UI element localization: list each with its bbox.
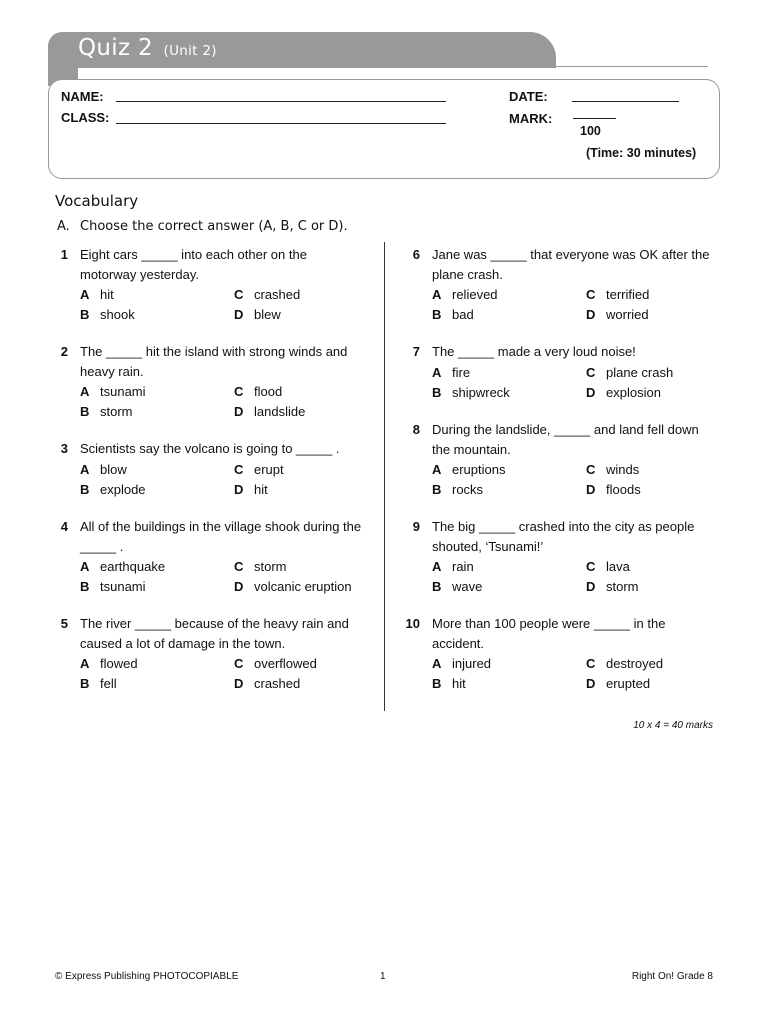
answer-option-a[interactable]	[432, 363, 470, 383]
answer-option-d[interactable]	[586, 674, 650, 694]
question-number: 7	[412, 344, 420, 359]
answer-option-d[interactable]	[234, 305, 281, 325]
option-text: fell	[100, 676, 117, 691]
class-field[interactable]	[116, 123, 446, 124]
marks-note: 10 x 4 = 40 marks	[633, 720, 713, 731]
instruction	[57, 219, 348, 234]
question-number: 5	[60, 616, 68, 631]
name-field[interactable]	[116, 101, 446, 102]
answer-option-c[interactable]	[586, 654, 663, 674]
option-letter: A	[432, 559, 442, 574]
answer-option-a[interactable]	[80, 285, 114, 305]
question-text: The big _____ crashed into the city as people	[432, 519, 695, 534]
mark-label: MARK:	[509, 111, 553, 126]
option-text: landslide	[254, 404, 306, 419]
answer-option-b[interactable]	[80, 480, 146, 500]
answer-option-d[interactable]	[234, 674, 300, 694]
option-text: injured	[452, 656, 492, 671]
option-text: worried	[606, 307, 649, 322]
option-letter: C	[234, 559, 244, 574]
question-number: 9	[412, 519, 420, 534]
footer-book-title: Right On! Grade 8	[631, 971, 713, 982]
answer-option-b[interactable]	[80, 305, 135, 325]
answer-option-d[interactable]	[586, 305, 649, 325]
option-text: hit	[254, 481, 268, 497]
option-letter: D	[586, 307, 596, 322]
option-text: blew	[254, 307, 281, 322]
quiz-title	[78, 35, 217, 61]
option-letter: D	[234, 676, 244, 691]
answer-option-c[interactable]	[234, 382, 282, 402]
option-text: tsunami	[100, 579, 146, 594]
option-letter: D	[586, 676, 596, 691]
option-letter: A	[80, 287, 90, 302]
answer-option-d[interactable]	[586, 577, 639, 597]
option-letter: B	[432, 676, 442, 691]
answer-option-c[interactable]	[234, 285, 300, 305]
option-text: crashed	[254, 676, 301, 691]
answer-option-b[interactable]	[432, 383, 510, 403]
mark-denominator: 100	[580, 124, 601, 138]
option-letter: A	[432, 656, 442, 671]
option-letter: C	[234, 461, 244, 477]
section-title: Vocabulary	[55, 192, 139, 210]
answer-option-a[interactable]	[432, 654, 491, 674]
option-text: hit	[452, 676, 466, 691]
option-text: erupted	[606, 676, 651, 691]
question-text: motorway yesterday.	[80, 266, 199, 282]
date-label: DATE:	[509, 89, 548, 104]
answer-option-d[interactable]	[234, 577, 352, 597]
option-text: rocks	[452, 482, 484, 497]
option-letter: B	[432, 384, 442, 400]
answer-option-b[interactable]	[80, 402, 133, 422]
student-info-box	[48, 79, 720, 179]
question-text: accident.	[432, 635, 485, 651]
option-text: explosion	[606, 384, 661, 400]
instruction-text: Choose the correct answer (A, B, C or D).	[80, 219, 348, 234]
option-letter: C	[234, 287, 244, 302]
option-letter: D	[234, 404, 244, 419]
option-letter: D	[234, 579, 244, 594]
option-letter: A	[80, 384, 90, 399]
answer-option-b[interactable]	[432, 480, 483, 500]
option-text: wave	[452, 579, 483, 594]
answer-option-c[interactable]	[586, 285, 649, 305]
answer-option-b[interactable]	[80, 674, 117, 694]
option-text: explode	[100, 481, 146, 497]
question-number: 8	[412, 422, 420, 437]
option-text: volcanic eruption	[254, 579, 352, 594]
mark-field[interactable]	[573, 118, 616, 119]
question-text: heavy rain.	[80, 363, 144, 379]
question-text: _____ .	[80, 538, 124, 554]
answer-option-b[interactable]	[432, 305, 474, 325]
option-text: shipwreck	[452, 384, 510, 400]
answer-option-a[interactable]	[80, 460, 127, 480]
answer-option-c[interactable]	[234, 654, 317, 674]
option-text: overflowed	[254, 656, 317, 671]
answer-option-a[interactable]	[432, 557, 474, 577]
option-text: eruptions	[452, 462, 506, 477]
answer-option-b[interactable]	[80, 577, 146, 597]
class-label: CLASS:	[61, 110, 110, 125]
answer-option-a[interactable]	[432, 285, 498, 305]
answer-option-d[interactable]	[234, 480, 268, 500]
instruction-letter: A.	[57, 219, 70, 234]
name-label: NAME:	[61, 89, 104, 104]
option-text: bad	[452, 307, 474, 322]
option-letter: C	[586, 364, 596, 380]
option-letter: B	[432, 579, 442, 594]
option-letter: C	[586, 462, 596, 477]
option-text: rain	[452, 559, 474, 574]
option-text: flowed	[100, 656, 138, 671]
option-text: storm	[254, 559, 287, 574]
question-text: The _____ hit the island with strong winds and	[80, 344, 348, 359]
option-text: earthquake	[100, 559, 166, 574]
answer-option-c[interactable]	[234, 557, 287, 577]
option-text: flood	[254, 384, 283, 399]
answer-option-a[interactable]	[80, 654, 138, 674]
option-letter: D	[234, 307, 244, 322]
option-letter: B	[80, 404, 90, 419]
option-letter: D	[586, 384, 596, 400]
answer-option-c[interactable]	[586, 363, 673, 383]
option-text: terrified	[606, 287, 650, 302]
question-text: Eight cars _____ into each other on the	[80, 247, 307, 262]
option-text: crashed	[254, 287, 301, 302]
option-text: blow	[100, 461, 127, 477]
answer-option-c[interactable]	[586, 557, 630, 577]
option-text: winds	[606, 462, 640, 477]
footer-page-number: 1	[380, 971, 386, 982]
question-number: 6	[412, 247, 420, 262]
answer-option-c[interactable]	[234, 460, 284, 480]
answer-option-b[interactable]	[432, 577, 482, 597]
question-text: shouted, ‘Tsunami!’	[432, 538, 544, 554]
option-text: destroyed	[606, 656, 664, 671]
option-letter: A	[432, 364, 442, 380]
option-letter: B	[432, 307, 442, 322]
answer-option-a[interactable]	[80, 557, 165, 577]
question-text: Scientists say the volcano is going to _____ .	[80, 441, 340, 456]
answer-option-d[interactable]	[586, 383, 661, 403]
question-text: caused a lot of damage in the town.	[80, 635, 286, 651]
question-text: The _____ made a very loud noise!	[432, 344, 636, 359]
option-text: fire	[452, 364, 471, 380]
header-rule	[556, 66, 708, 67]
answer-option-d[interactable]	[586, 480, 641, 500]
option-letter: B	[80, 481, 90, 497]
option-text: relieved	[452, 287, 498, 302]
option-letter: A	[432, 462, 442, 477]
option-letter: C	[234, 384, 244, 399]
option-text: shook	[100, 307, 135, 322]
option-letter: A	[80, 656, 90, 671]
date-field[interactable]	[572, 101, 679, 102]
question-text: plane crash.	[432, 266, 503, 282]
option-letter: B	[80, 307, 90, 322]
question-text: More than 100 people were _____ in the	[432, 616, 666, 631]
option-letter: C	[586, 656, 596, 671]
question-text: the mountain.	[432, 441, 511, 457]
answer-option-d[interactable]	[234, 402, 305, 422]
option-letter: B	[432, 482, 442, 497]
footer-copyright: © Express Publishing PHOTOCOPIABLE	[55, 971, 239, 982]
option-text: lava	[606, 559, 630, 574]
question-number: 1	[60, 247, 68, 262]
question-text: Jane was _____ that everyone was OK after the	[432, 247, 710, 262]
question-text: During the landslide, _____ and land fell down	[432, 422, 699, 437]
option-letter: C	[234, 656, 244, 671]
answer-option-b[interactable]	[432, 674, 466, 694]
option-letter: D	[586, 482, 596, 497]
question-number: 2	[60, 344, 68, 359]
question-number: 3	[60, 441, 68, 456]
option-text: storm	[606, 579, 639, 594]
answer-option-c[interactable]	[586, 460, 639, 480]
option-text: tsunami	[100, 384, 146, 399]
question-number: 4	[60, 519, 68, 534]
option-text: hit	[100, 287, 114, 302]
option-letter: C	[586, 559, 596, 574]
option-letter: A	[80, 559, 90, 574]
option-text: plane crash	[606, 364, 674, 380]
answer-option-a[interactable]	[432, 460, 505, 480]
option-text: floods	[606, 482, 641, 497]
option-letter: A	[432, 287, 442, 302]
option-letter: B	[80, 676, 90, 691]
option-letter: B	[80, 579, 90, 594]
question-text: The river _____ because of the heavy rain and	[80, 616, 349, 631]
option-text: erupt	[254, 461, 284, 477]
answer-option-a[interactable]	[80, 382, 146, 402]
option-letter: D	[234, 481, 244, 497]
time-note: (Time: 30 minutes)	[586, 146, 697, 160]
quiz-title-text: Quiz 2	[78, 35, 153, 61]
question-text: All of the buildings in the village shook during the	[80, 519, 362, 534]
column-divider	[384, 242, 385, 711]
quiz-subtitle: (Unit 2)	[163, 43, 217, 59]
option-letter: D	[586, 579, 596, 594]
option-letter: C	[586, 287, 596, 302]
option-letter: A	[80, 461, 90, 477]
option-text: storm	[100, 404, 133, 419]
question-number: 10	[405, 616, 420, 631]
